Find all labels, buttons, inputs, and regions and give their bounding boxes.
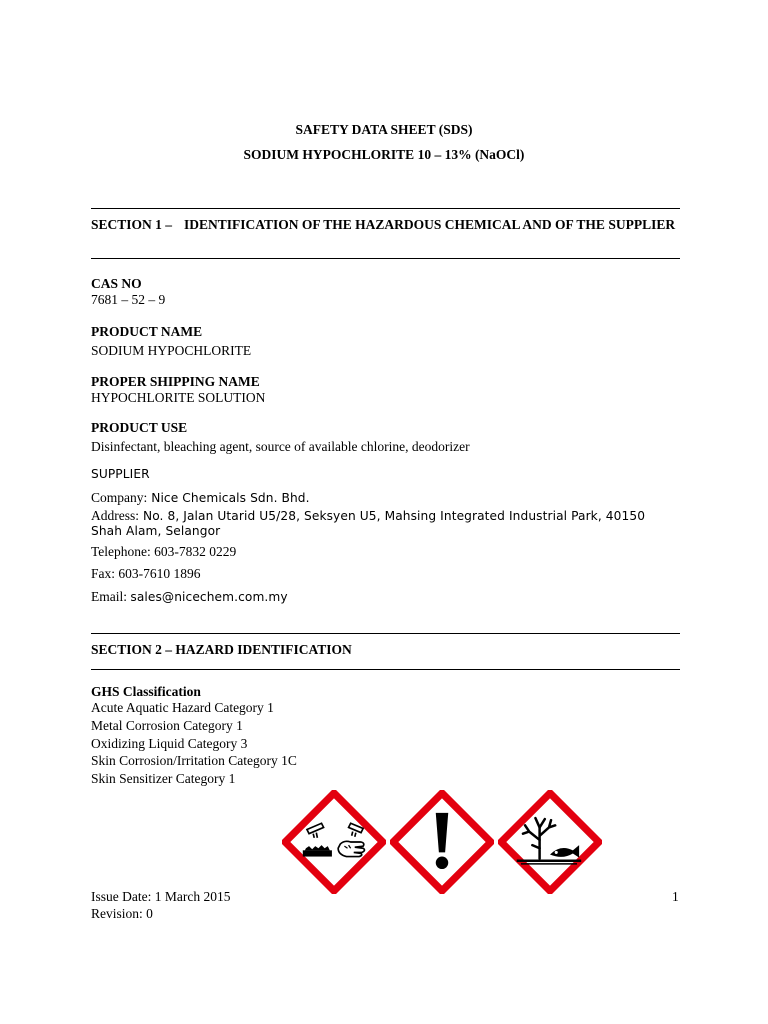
document-title: SAFETY DATA SHEET (SDS) (295, 122, 473, 137)
ghs-classification-item: Skin Sensitizer Category 1 (91, 771, 236, 787)
email-value: sales@nicechem.com.my (130, 590, 288, 604)
cas-label: CAS NO (91, 276, 142, 291)
company-prefix: Company: (91, 490, 148, 505)
supplier-email (91, 589, 288, 605)
page-number: 1 (672, 889, 679, 904)
section-divider (91, 633, 680, 634)
ghs-classification-item: Metal Corrosion Category 1 (91, 717, 243, 733)
shipping-name-label: PROPER SHIPPING NAME (91, 374, 260, 389)
ghs-classification-list (91, 699, 297, 788)
supplier-fax (91, 566, 201, 582)
ghs-classification-label: GHS Classification (91, 684, 201, 699)
ghs-classification-item: Skin Corrosion/Irritation Category 1C (91, 753, 297, 769)
environment-pictogram-icon (498, 790, 602, 894)
address-prefix: Address: (91, 508, 139, 523)
section-1-heading (0, 218, 768, 248)
supplier-address (91, 508, 671, 539)
company-value: Nice Chemicals Sdn. Bhd. (151, 491, 310, 505)
product-name-value: SODIUM HYPOCHLORITE (91, 343, 252, 358)
product-use-value: Disinfectant, bleaching agent, source of available chlorine, deodorizer (91, 439, 470, 454)
revision: Revision: 0 (91, 906, 153, 921)
ghs-classification-item: Oxidizing Liquid Category 3 (91, 735, 248, 751)
email-prefix: Email: (91, 589, 127, 604)
supplier-company (91, 490, 310, 506)
address-value: No. 8, Jalan Utarid U5/28, Seksyen U5, Mahsing Integrated Industrial Park, 40150 Shah Alam, Selangor (91, 509, 646, 538)
document-subtitle: SODIUM HYPOCHLORITE 10 – 13% (NaOCl) (243, 147, 525, 162)
ghs-classification-item: Acute Aquatic Hazard Category 1 (91, 700, 274, 715)
section-divider (91, 669, 680, 670)
section-1-title: IDENTIFICATION OF THE HAZARDOUS CHEMICAL AND OF THE SUPPLIER (184, 217, 676, 232)
issue-date: Issue Date: 1 March 2015 (91, 889, 231, 904)
fax-text: Fax: 603-7610 1896 (91, 566, 201, 581)
product-name-label: PRODUCT NAME (91, 324, 203, 339)
corrosion-pictogram-icon (282, 790, 386, 894)
supplier-label: SUPPLIER (91, 467, 150, 481)
supplier-telephone (91, 544, 236, 560)
telephone-text: Telephone: 603-7832 0229 (91, 544, 237, 559)
product-use-label: PRODUCT USE (91, 420, 188, 435)
cas-value: 7681 – 52 – 9 (91, 292, 166, 307)
section-divider (91, 208, 680, 209)
section-2-heading: SECTION 2 – HAZARD IDENTIFICATION (91, 642, 352, 657)
section-divider (91, 258, 680, 259)
exclamation-mark-pictogram-icon (390, 790, 494, 894)
section-1-number: SECTION 1 – (91, 217, 173, 232)
shipping-name-value: HYPOCHLORITE SOLUTION (91, 390, 266, 405)
